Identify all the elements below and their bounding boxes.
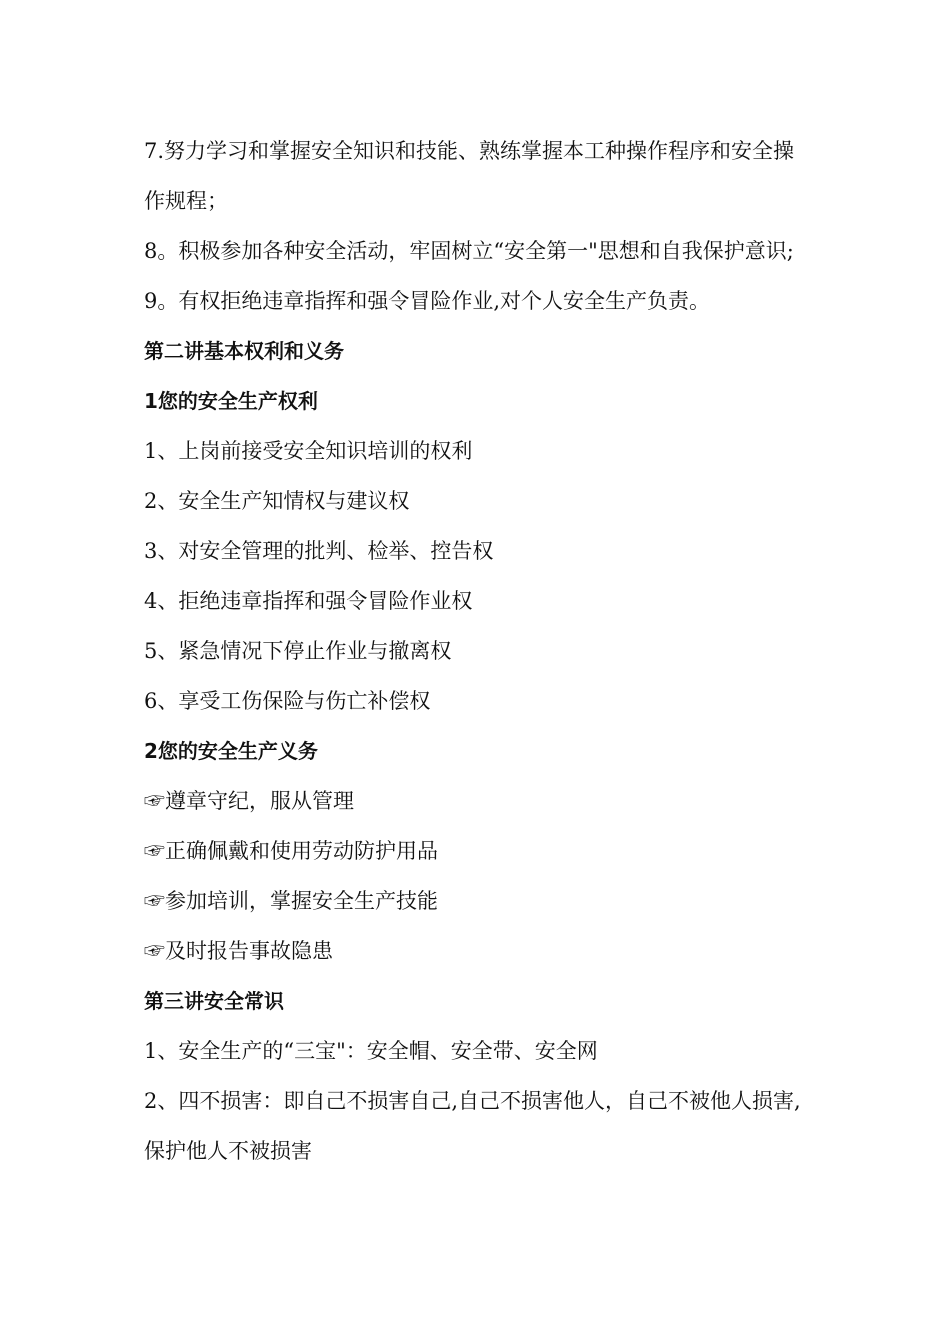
paragraph-item-8: 8。积极参加各种安全活动，牢固树立“安全第一"思想和自我保护意识; (144, 239, 794, 263)
rights-item: 3、对安全管理的批判、检举、控告权 (144, 539, 494, 563)
duties-item: ☞正确佩戴和使用劳动防护用品 (144, 839, 438, 863)
subheading-rights: 1您的安全生产权利 (144, 389, 318, 413)
rights-item: 5、紧急情况下停止作业与撤离权 (144, 639, 452, 663)
duties-item: ☞参加培训，掌握安全生产技能 (144, 889, 438, 913)
subheading-duties: 2您的安全生产义务 (144, 739, 318, 763)
rights-item: 1、上岗前接受安全知识培训的权利 (144, 439, 473, 463)
common-sense-item: 2、四不损害：即自己不损害自己,自己不损害他人，自己不被他人损害,保护他人不被损害 (144, 1089, 801, 1163)
duties-item: ☞遵章守纪，服从管理 (144, 789, 354, 813)
common-sense-item: 1、安全生产的“三宝"：安全帽、安全带、安全网 (144, 1039, 598, 1063)
rights-item: 4、拒绝违章指挥和强令冒险作业权 (144, 589, 473, 613)
rights-item: 6、享受工伤保险与伤亡补偿权 (144, 689, 431, 713)
section-heading-3: 第三讲安全常识 (144, 989, 284, 1013)
rights-item: 2、安全生产知情权与建议权 (144, 489, 410, 513)
section-heading-2: 第二讲基本权利和义务 (144, 339, 344, 363)
paragraph-item-7: 7.努力学习和掌握安全知识和技能、熟练掌握本工种操作程序和安全操作规程； (144, 139, 795, 213)
document-body (144, 126, 814, 1176)
paragraph-item-9: 9。有权拒绝违章指挥和强令冒险作业,对个人安全生产负责。 (144, 289, 711, 313)
duties-item: ☞及时报告事故隐患 (144, 939, 333, 963)
